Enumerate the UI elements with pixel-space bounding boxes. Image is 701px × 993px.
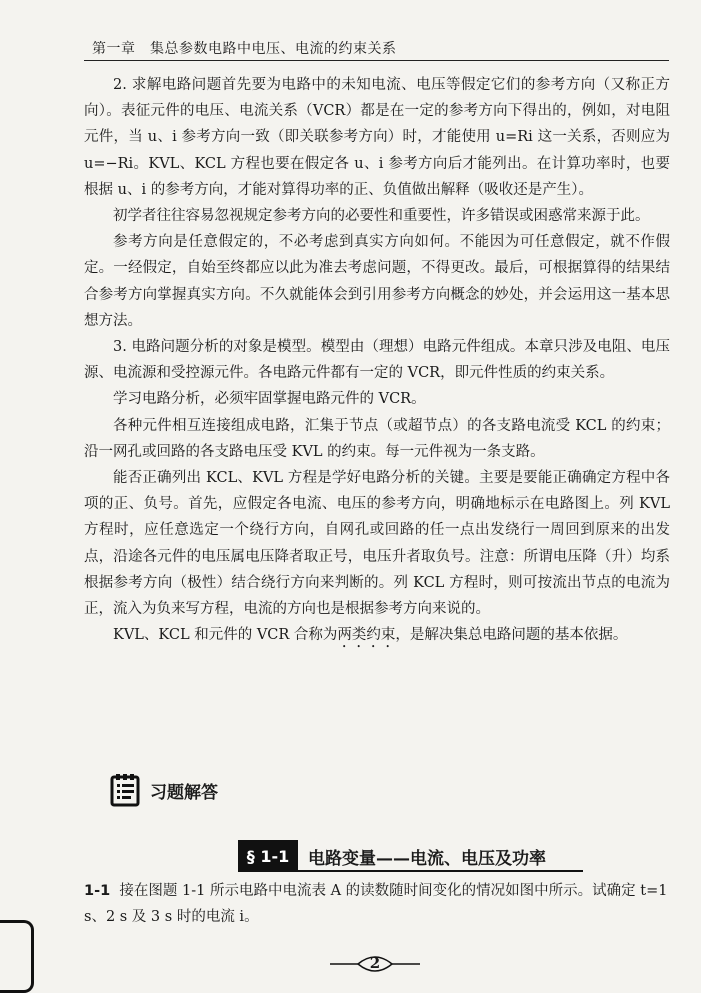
paragraph-kcl-kvl-constraints: 各种元件相互连接组成电路，汇集于节点（或超节点）的各支路电流受 KCL 的约束；沿一网孔或回路的各支路电压受 KVL 的约束。每一元件视为一条支路。 bbox=[84, 417, 670, 460]
text-segment: ，是解决集总电路问题的基本依据。 bbox=[395, 627, 628, 644]
exercise-1-1 bbox=[84, 878, 670, 930]
header-rule bbox=[84, 60, 669, 61]
running-head: 第一章 集总参数电路中电压、电流的约束关系 bbox=[92, 41, 397, 57]
page-number: 2 bbox=[369, 954, 381, 972]
section-number: § 1-1 bbox=[238, 840, 298, 872]
answers-title: 习题解答 bbox=[150, 782, 218, 803]
text-segment: KVL、KCL 和元件的 VCR 合称为 bbox=[113, 627, 338, 644]
paragraph-two-constraints bbox=[84, 622, 670, 651]
exercise-number: 1-1 bbox=[84, 883, 111, 899]
section-underline bbox=[298, 870, 583, 872]
paragraph-arbitrary-direction: 参考方向是任意假定的，不必考虑到真实方向如何。不能因为可任意假定，就不作假定。一经假定，自始至终都应以此为准去考虑问题，不得更改。最后，可根据算得的结果结合参考方向掌握真实方向。不久就能体会到引用参考方向概念的妙处，并会运用这一基本思想方法。 bbox=[84, 234, 670, 329]
notepad-list-icon bbox=[108, 772, 144, 808]
exercise-text: 接在图题 1-1 所示电路中电流表 A 的读数随时间变化的情况如图中所示。试确定 t=1 s、2 s 及 3 s 时的电流 i。 bbox=[84, 883, 668, 925]
emphasis-text: 两类约束 bbox=[337, 627, 396, 644]
body-text bbox=[84, 72, 670, 651]
page-footer bbox=[330, 950, 420, 978]
section-heading bbox=[238, 840, 583, 872]
section-title: 电路变量——电流、电压及功率 bbox=[308, 849, 546, 869]
paragraph-reference-direction: 2. 求解电路问题首先要为电路中的未知电流、电压等假定它们的参考方向（又称正方向）。表征元件的电压、电流关系（VCR）都是在一定的参考方向下得出的，例如，对电阻元件，当 u、i 参考方向一致（即关联参考方向）时，才能使用 u=Ri 这一关系，否则应为 u=−Ri。KVL、KCL 方程也要在假定各 u、i 参考方向后才能列出。在计算功率时，也要根据 u、i 的参考方向，才能对算得功率的正、负值做出解释（吸收还是产生）。 bbox=[84, 77, 670, 198]
answers-heading bbox=[108, 770, 218, 810]
binding-edge-mark bbox=[0, 920, 34, 993]
paragraph-beginners: 初学者往往容易忽视规定参考方向的必要性和重要性，许多错误或困惑常来源于此。 bbox=[113, 208, 650, 225]
paragraph-sign-rules: 能否正确列出 KCL、KVL 方程是学好电路分析的关键。主要是要能正确确定方程中各项的正、负号。首先，应假定各电流、电压的参考方向，明确地标示在电路图上。列 KVL 方程时，应任意选定一个绕行方向，自网孔或回路的任一点出发绕行一周回到原来的出发点，沿途各元件的电压属电压降者取正号，电压升者取负号。注意：所谓电压降（升）均系根据参考方向（极性）结合绕行方向来判断的。列 KCL 方程时，则可按流出节点的电流为正，流入为负来写方程，电流的方向也是根据参考方向来说的。 bbox=[84, 470, 670, 618]
paragraph-vcr: 学习电路分析，必须牢固掌握电路元件的 VCR。 bbox=[113, 391, 426, 408]
paragraph-model: 3. 电路问题分析的对象是模型。模型由（理想）电路元件组成。本章只涉及电阻、电压源、电流源和受控源元件。各电路元件都有一定的 VCR，即元件性质的约束关系。 bbox=[84, 339, 670, 382]
